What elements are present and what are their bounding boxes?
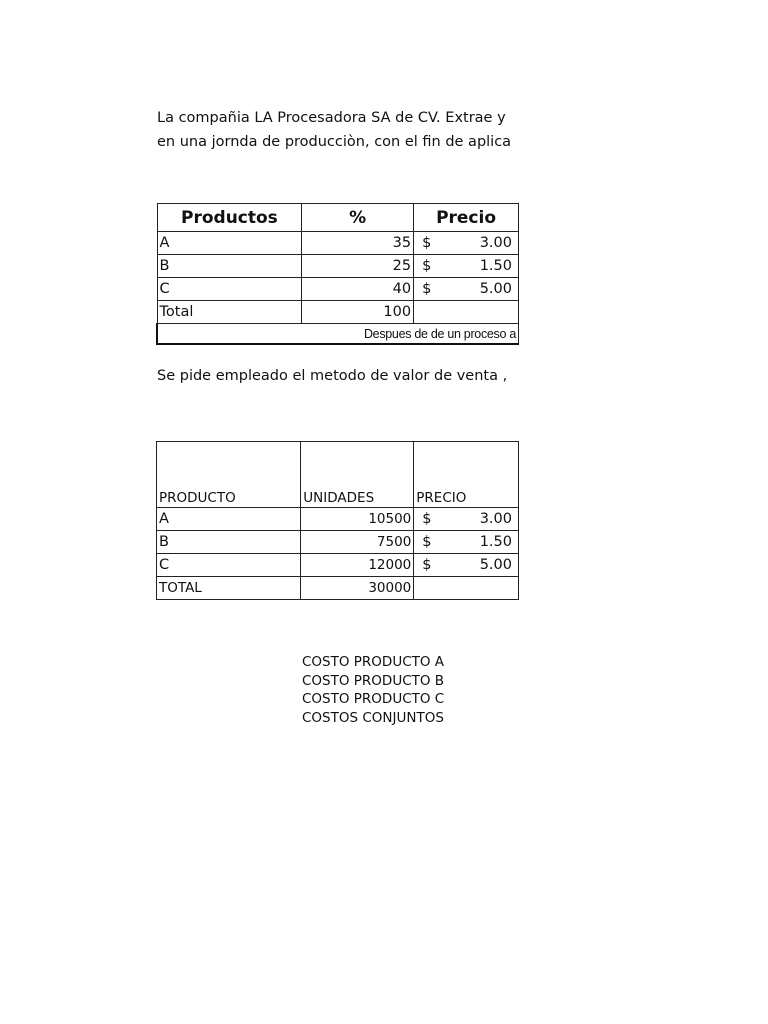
total-units: 30000 (301, 577, 414, 600)
units-cell: 10500 (301, 508, 414, 531)
price-value: 3.00 (479, 511, 512, 527)
product-cell: B (157, 531, 301, 554)
price-cell (414, 232, 519, 255)
products-percent-table (156, 203, 519, 345)
table-row (157, 232, 519, 255)
header-unidades: UNIDADES (301, 442, 414, 508)
product-cell: B (157, 255, 302, 278)
price-cell (414, 508, 519, 531)
product-cell: A (157, 232, 302, 255)
price-cell (414, 278, 519, 301)
units-cell: 7500 (301, 531, 414, 554)
price-value: 5.00 (479, 281, 512, 297)
currency-symbol: $ (422, 235, 432, 251)
total-row (157, 577, 519, 600)
percent-cell: 40 (302, 278, 414, 301)
price-cell (414, 554, 519, 577)
process-note: Despues de de un proceso a (157, 324, 519, 345)
empty-cell (414, 577, 519, 600)
header-precio: PRECIO (414, 442, 519, 508)
percent-cell: 25 (302, 255, 414, 278)
price-value: 3.00 (479, 235, 512, 251)
header-percent: % (302, 204, 414, 232)
cost-labels (302, 653, 444, 727)
currency-symbol: $ (422, 258, 432, 274)
instruction-text: Se pide empleado el metodo de valor de venta , (157, 368, 508, 384)
header-producto: PRODUCTO (157, 442, 301, 508)
price-cell (414, 255, 519, 278)
currency-symbol: $ (422, 534, 432, 550)
cost-product-a: COSTO PRODUCTO A (302, 654, 445, 670)
units-cell: 12000 (301, 554, 414, 577)
total-percent: 100 (302, 301, 414, 324)
total-label: Total (157, 301, 302, 324)
currency-symbol: $ (422, 511, 432, 527)
products-units-table (156, 441, 519, 600)
total-row (157, 301, 519, 324)
total-label: TOTAL (157, 577, 301, 600)
price-value: 1.50 (479, 534, 512, 550)
header-precio: Precio (414, 204, 519, 232)
currency-symbol: $ (422, 557, 432, 573)
product-cell: C (157, 278, 302, 301)
product-cell: C (157, 554, 301, 577)
empty-cell (414, 301, 519, 324)
cost-product-c: COSTO PRODUCTO C (302, 691, 445, 707)
price-value: 5.00 (479, 557, 512, 573)
percent-cell: 35 (302, 232, 414, 255)
intro-line-2: en una jornda de producciòn, con el fin de aplica (157, 134, 512, 150)
currency-symbol: $ (422, 281, 432, 297)
product-cell: A (157, 508, 301, 531)
cost-product-b: COSTO PRODUCTO B (302, 672, 445, 689)
table-row (157, 255, 519, 278)
table-row (157, 554, 519, 577)
header-productos: Productos (157, 204, 302, 232)
joint-costs: COSTOS CONJUNTOS (302, 709, 444, 726)
table-row (157, 508, 519, 531)
note-row (157, 324, 519, 345)
table-header-row (157, 442, 519, 508)
price-value: 1.50 (479, 258, 512, 274)
table-row (157, 531, 519, 554)
intro-line-1: La compañia LA Procesadora SA de CV. Extrae y (157, 110, 506, 126)
table-header-row (157, 204, 519, 232)
price-cell (414, 531, 519, 554)
table-row (157, 278, 519, 301)
